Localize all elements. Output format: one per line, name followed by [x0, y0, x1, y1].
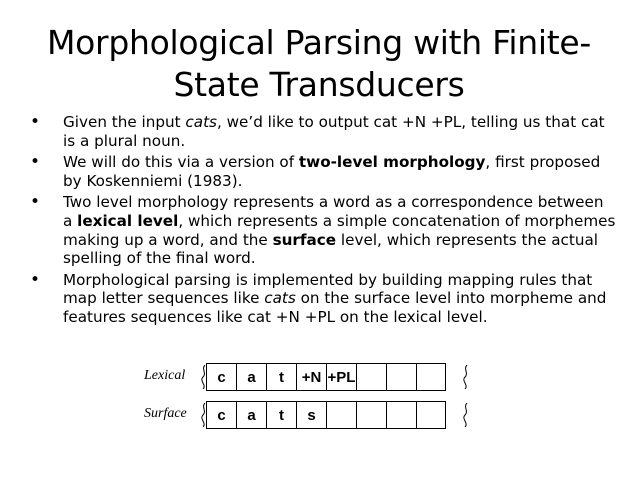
tape-cell: [386, 402, 416, 428]
bullet-list: [26, 113, 616, 330]
bullet-text-normal: , which represents a simple concatenation of morphemes making up a word, and the: [63, 211, 616, 249]
tape-break-right-icon: [462, 365, 470, 389]
tape-cell: a: [236, 402, 266, 428]
bullet-item: [26, 113, 616, 150]
bullet-text-normal: Morphological parsing is implemented by building mapping rules that map letter sequences like: [63, 270, 593, 308]
bullet-text-normal: level, which represents the actual spelling of the final word.: [63, 230, 599, 268]
bullet-text-italic: cats: [185, 113, 217, 131]
tape-cell: c: [206, 402, 236, 428]
slide-title: Morphological Parsing with Finite-State Transducers: [47, 23, 591, 104]
lexical-tape: [144, 363, 474, 391]
tape-cell: [416, 364, 446, 390]
bullet-dot: •: [30, 269, 41, 290]
tape-cell: +N: [296, 364, 326, 390]
surface-cells: [206, 401, 446, 429]
surface-label: Surface: [144, 406, 187, 421]
bullet-item: [26, 271, 616, 327]
bullet-text-normal: , first proposed by Koskenniemi (1983).: [63, 153, 601, 190]
bullet-text-normal: Given the input: [63, 113, 186, 131]
bullet-text-normal: We will do this via a version of: [63, 153, 299, 172]
tape-cell: [356, 402, 386, 428]
tape-cell: [416, 402, 446, 428]
bullet-text-bold: lexical level: [77, 211, 179, 230]
tape-cell: a: [236, 364, 266, 390]
bullet-dot: •: [30, 112, 41, 132]
tape-cell: s: [296, 402, 326, 428]
bullet-text-normal: , we’d like to output cat +N +PL, telling us that cat is a plural noun.: [63, 113, 605, 150]
lexical-cells: [206, 363, 446, 391]
tape-cell: t: [266, 364, 296, 390]
bullet-item: [26, 153, 616, 190]
bullet-item: [26, 193, 616, 267]
bullet-text-normal: Two level morphology represents a word as a correspondence between a: [63, 193, 604, 230]
tape-cell: [386, 364, 416, 390]
tape-break-right-icon: [462, 403, 470, 427]
bullet-dot: •: [30, 192, 41, 213]
bullet-text-normal: on the surface level into morpheme and features sequences like cat +N +PL on the lexical level.: [63, 289, 607, 326]
lexical-label: Lexical: [144, 368, 186, 383]
tape-cell: c: [206, 364, 236, 390]
bullet-dot: •: [30, 152, 41, 173]
tape-cell: [326, 402, 356, 428]
bullet-text-bold: surface: [272, 230, 337, 249]
bullet-text-bold: two-level morphology: [298, 153, 486, 172]
tape-cell: [356, 364, 386, 390]
tape-cell: t: [266, 402, 296, 428]
bullet-text-italic: cats: [264, 289, 296, 308]
tape-cell: +PL: [326, 364, 356, 390]
surface-tape: [144, 401, 474, 429]
